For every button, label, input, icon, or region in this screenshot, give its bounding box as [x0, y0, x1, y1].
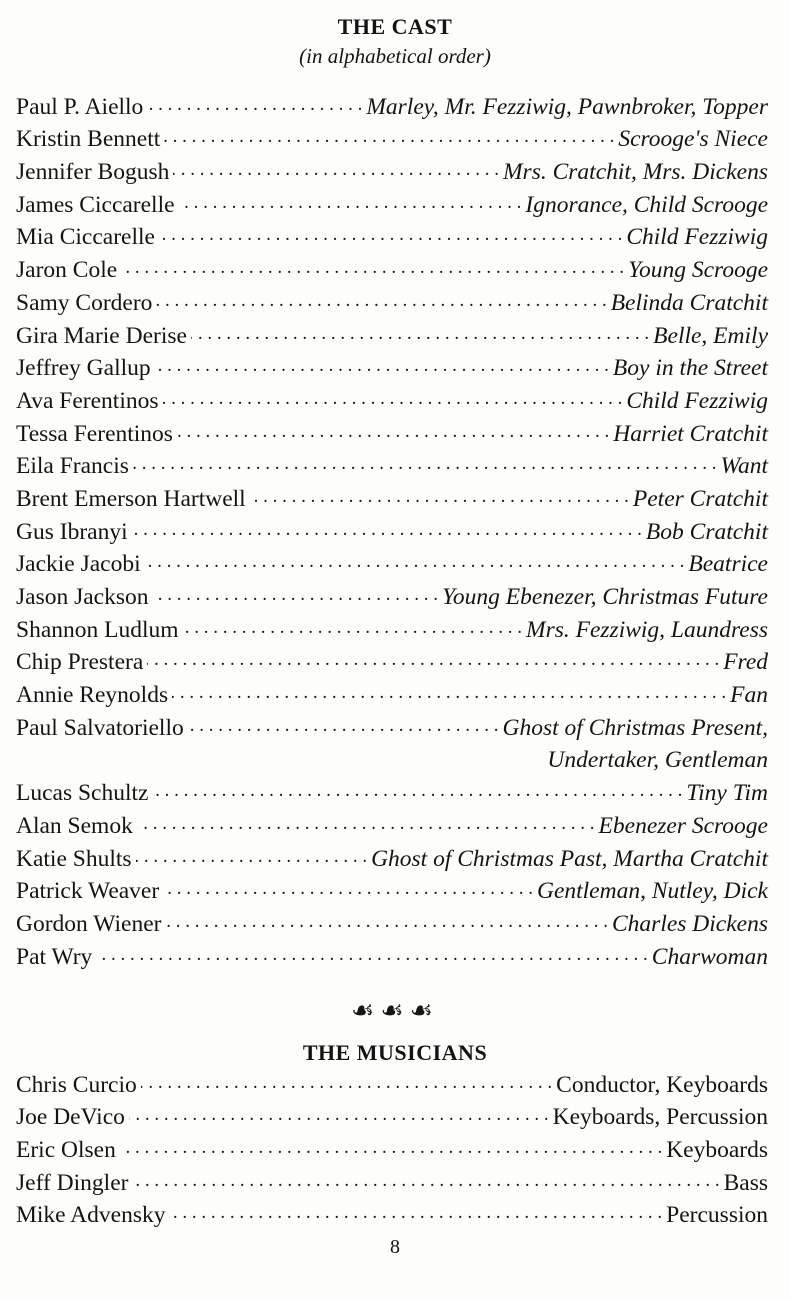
credit-row: [16, 578, 768, 611]
credit-row: [16, 840, 768, 873]
musicians-list: [16, 1066, 768, 1229]
credit-row: [16, 1131, 768, 1164]
performer-name: Chris Curcio: [16, 1071, 137, 1098]
dot-leader: [96, 943, 647, 971]
credit-row: [16, 1164, 768, 1197]
credit-row: [16, 676, 768, 709]
performer-name: Mike Advensky: [16, 1202, 166, 1229]
role-text: Ghost of Christmas Present,: [502, 714, 768, 741]
dot-leader: [145, 550, 685, 578]
role-text: Young Ebenezer, Christmas Future: [442, 584, 768, 610]
dot-leader: [137, 812, 595, 840]
dot-leader: [177, 420, 609, 448]
dot-leader: [132, 1169, 719, 1197]
dot-leader: [132, 518, 642, 546]
performer-name: Paul P. Aiello: [16, 93, 144, 120]
performer-name: Jeff Dingler: [16, 1169, 129, 1196]
credit-row: [16, 905, 768, 938]
dot-leader: [129, 1103, 549, 1131]
dot-leader: [136, 845, 368, 873]
performer-name: Kristin Bennett: [16, 126, 161, 153]
role-text: Fred: [723, 649, 768, 676]
performer-name: Gira Marie Derise: [16, 322, 187, 349]
credit-row: [16, 121, 768, 154]
dot-leader: [191, 322, 649, 350]
role-text: Percussion: [666, 1202, 768, 1229]
credit-row: [16, 644, 768, 677]
credit-row: [16, 480, 768, 513]
credit-row: [16, 186, 768, 219]
credit-row: [16, 709, 768, 742]
credit-row: [16, 382, 768, 415]
role-text: Charles Dickens: [612, 910, 768, 937]
performer-name: Pat Wry: [16, 943, 93, 970]
performer-name: Jennifer Bogush: [16, 159, 170, 186]
dot-leader: [250, 485, 629, 513]
credit-row: [16, 1066, 768, 1099]
role-text: Ignorance, Child Scrooge: [525, 191, 768, 218]
role-text: Harriet Cratchit: [613, 420, 768, 447]
dot-leader: [159, 223, 622, 251]
role-text: Tiny Tim: [686, 780, 768, 807]
credit-row: [16, 873, 768, 906]
cast-subtitle: (in alphabetical order): [299, 44, 491, 68]
performer-name: Samy Cordero: [16, 289, 153, 316]
performer-name: Katie Shults: [16, 845, 132, 872]
role-text: Peter Cratchit: [632, 485, 768, 512]
dot-leader: [152, 779, 682, 807]
role-text: Gentleman, Nutley, Dick: [536, 878, 768, 905]
role-text: Undertaker, Gentleman: [547, 747, 768, 774]
dot-leader: [165, 910, 608, 938]
performer-name: Jeffrey Gallup: [16, 355, 151, 382]
performer-name: Gus Ibranyi: [16, 518, 128, 545]
role-text: Bass: [723, 1169, 768, 1196]
dot-leader: [141, 1071, 552, 1099]
credit-row: [16, 742, 768, 775]
role-text: Boy in the Street: [612, 355, 768, 382]
cast-list: [16, 88, 768, 971]
dot-leader: [163, 877, 533, 905]
credit-row: [16, 938, 768, 971]
performer-name: Annie Reynolds: [16, 682, 169, 709]
credit-row: [16, 448, 768, 481]
role-text: Charwoman: [651, 943, 768, 970]
dot-leader: [121, 256, 624, 284]
dot-leader: [147, 648, 719, 676]
credit-row: [16, 153, 768, 186]
performer-name: Patrick Weaver: [16, 878, 160, 905]
performer-name: Jason Jackson: [16, 584, 149, 610]
role-text: Keyboards: [666, 1137, 768, 1164]
performer-name: Joe DeVico: [16, 1104, 125, 1131]
dot-leader: [156, 289, 606, 317]
credit-row: [16, 774, 768, 807]
performer-name: James Ciccarelle: [16, 191, 175, 218]
credit-row: [16, 317, 768, 350]
credit-row: [16, 219, 768, 252]
performer-name: Chip Prestera: [16, 649, 144, 676]
role-text: Fan: [730, 682, 768, 709]
role-text: Child Fezziwig: [626, 224, 768, 251]
performer-name: Paul Salvatoriello: [16, 714, 184, 741]
credit-row: [16, 88, 768, 121]
dot-leader: [153, 583, 439, 611]
dot-leader: [164, 125, 614, 153]
role-text: Marley, Mr. Fezziwig, Pawnbroker, Topper: [366, 93, 768, 120]
performer-name: Eila Francis: [16, 453, 129, 480]
dot-leader: [163, 387, 623, 415]
role-text: Mrs. Cratchit, Mrs. Dickens: [502, 159, 768, 186]
role-text: Want: [720, 453, 768, 480]
role-text: Ebenezer Scrooge: [598, 812, 768, 839]
credit-row: [16, 513, 768, 546]
role-text: Bob Cratchit: [645, 518, 768, 545]
performer-name: Tessa Ferentinos: [16, 420, 173, 447]
performer-name: Gordon Wiener: [16, 910, 162, 937]
role-text: Scrooge's Niece: [618, 126, 768, 153]
performer-name: Jaron Cole: [16, 257, 118, 284]
performer-name: Shannon Ludlum: [16, 616, 179, 643]
credit-row: [16, 284, 768, 317]
credit-row: [16, 1099, 768, 1132]
role-text: Young Scrooge: [628, 257, 768, 284]
credit-row: [16, 546, 768, 579]
role-text: Mrs. Fezziwig, Laundress: [526, 616, 768, 643]
performer-name: Jackie Jacobi: [16, 551, 141, 578]
role-text: Belle, Emily: [653, 322, 768, 349]
credit-row: [16, 1197, 768, 1230]
dot-leader: [120, 1136, 662, 1164]
ornament-divider: ☙☙☙: [351, 996, 439, 1025]
role-text: Belinda Cratchit: [610, 289, 768, 316]
dot-leader: [155, 354, 609, 382]
musicians-title: THE MUSICIANS: [302, 1040, 488, 1065]
dot-leader: [179, 191, 522, 219]
role-text: Beatrice: [688, 551, 768, 578]
cast-title: THE CAST: [337, 14, 453, 39]
performer-name: Lucas Schultz: [16, 780, 149, 807]
credit-row: [16, 350, 768, 383]
performer-name: Brent Emerson Hartwell: [16, 485, 246, 512]
dot-leader: [173, 158, 499, 186]
role-text: Child Fezziwig: [626, 387, 768, 414]
dot-leader: [172, 681, 726, 709]
role-text: Keyboards, Percussion: [552, 1104, 768, 1131]
performer-name: Alan Semok: [16, 812, 133, 839]
credit-row: [16, 415, 768, 448]
dot-leader: [147, 93, 362, 121]
dot-leader: [183, 616, 522, 644]
performer-name: Ava Ferentinos: [16, 387, 159, 414]
credit-row: [16, 807, 768, 840]
credit-row: [16, 611, 768, 644]
page-number: 8: [390, 1236, 400, 1258]
role-text: Conductor, Keyboards: [556, 1071, 768, 1098]
performer-name: Eric Olsen: [16, 1137, 116, 1164]
dot-leader: [169, 1201, 662, 1229]
role-text: Ghost of Christmas Past, Martha Cratchit: [371, 845, 768, 872]
performer-name: Mia Ciccarelle: [16, 224, 155, 251]
credit-row: [16, 251, 768, 284]
dot-leader: [188, 714, 499, 742]
dot-leader: [133, 452, 717, 480]
